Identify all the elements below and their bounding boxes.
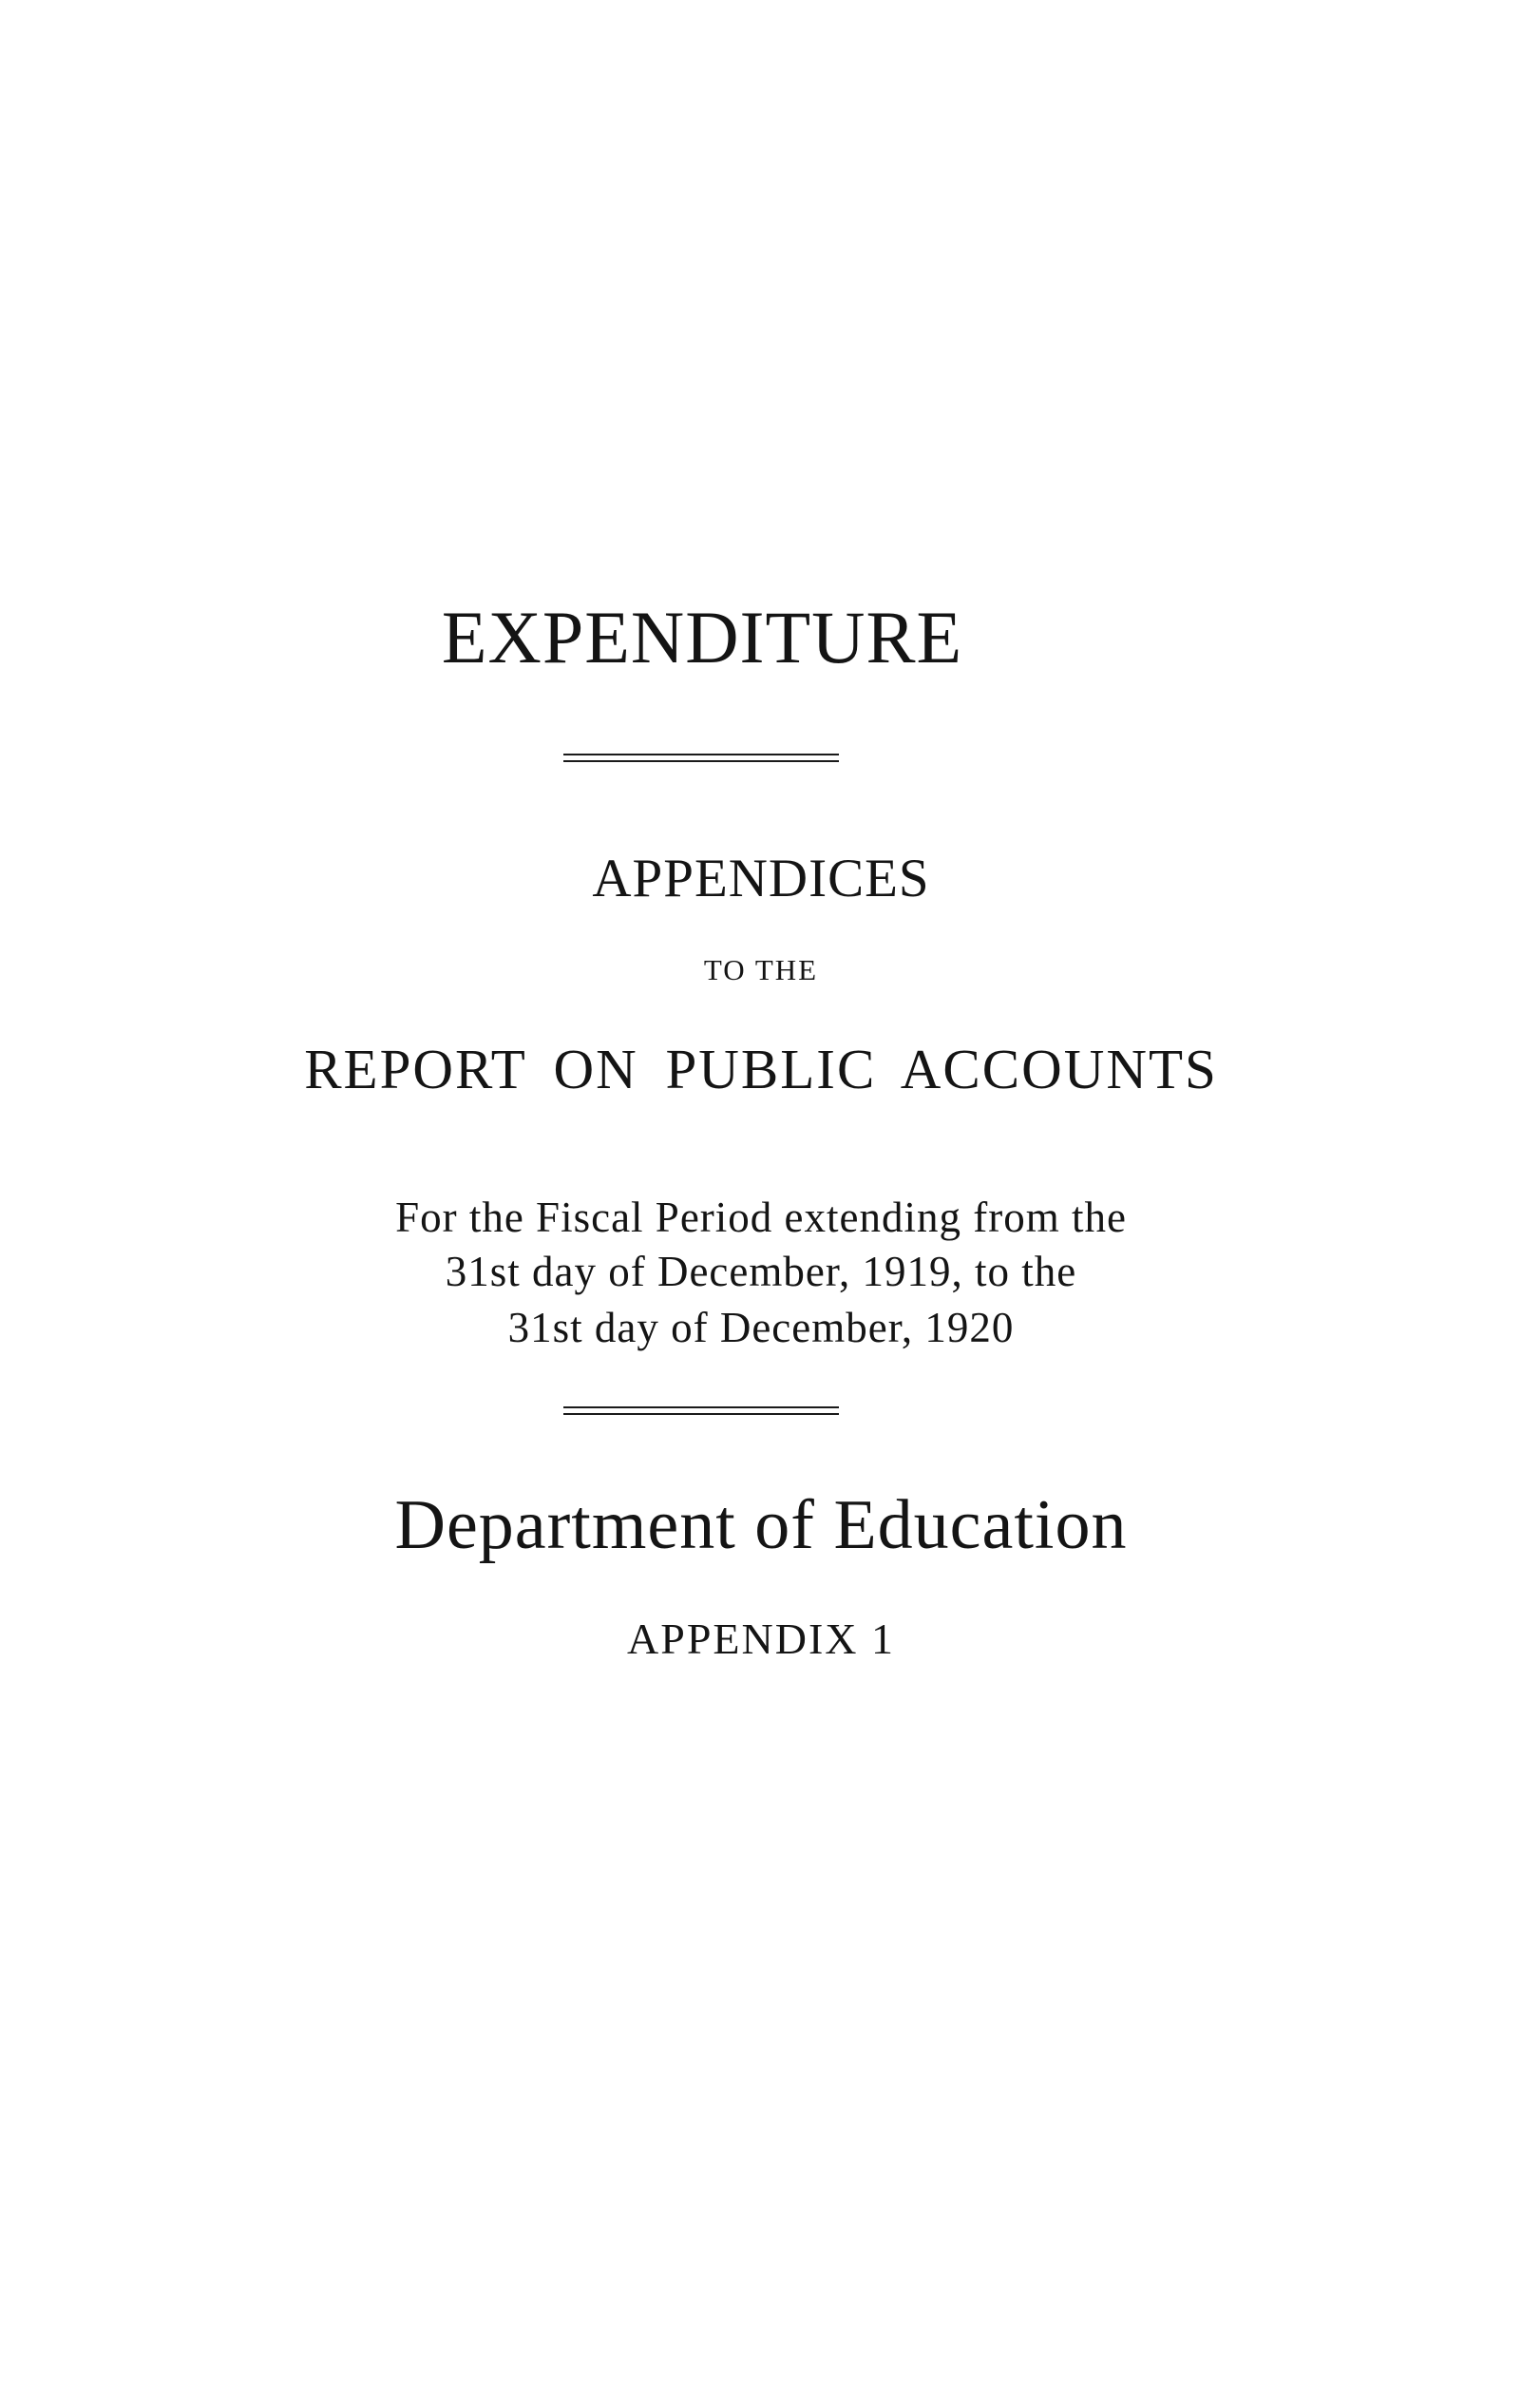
appendix-label: APPENDIX 1 [627, 1615, 895, 1663]
double-rule-divider [563, 1406, 839, 1415]
department-heading: Department of Education [394, 1486, 1128, 1564]
document-title-text: EXPENDITURE [441, 596, 963, 678]
fiscal-period-line: For the Fiscal Period extending from the [395, 1194, 1127, 1241]
report-title: REPORT ON PUBLIC ACCOUNTS [304, 1038, 1218, 1100]
connector-text: TO THE [703, 953, 819, 986]
fiscal-period-line: 31st day of December, 1920 [507, 1304, 1015, 1351]
fiscal-period-line: 31st day of December, 1919, to the [445, 1248, 1077, 1295]
double-rule-divider [563, 754, 839, 762]
appendices-heading: APPENDICES [592, 849, 930, 908]
